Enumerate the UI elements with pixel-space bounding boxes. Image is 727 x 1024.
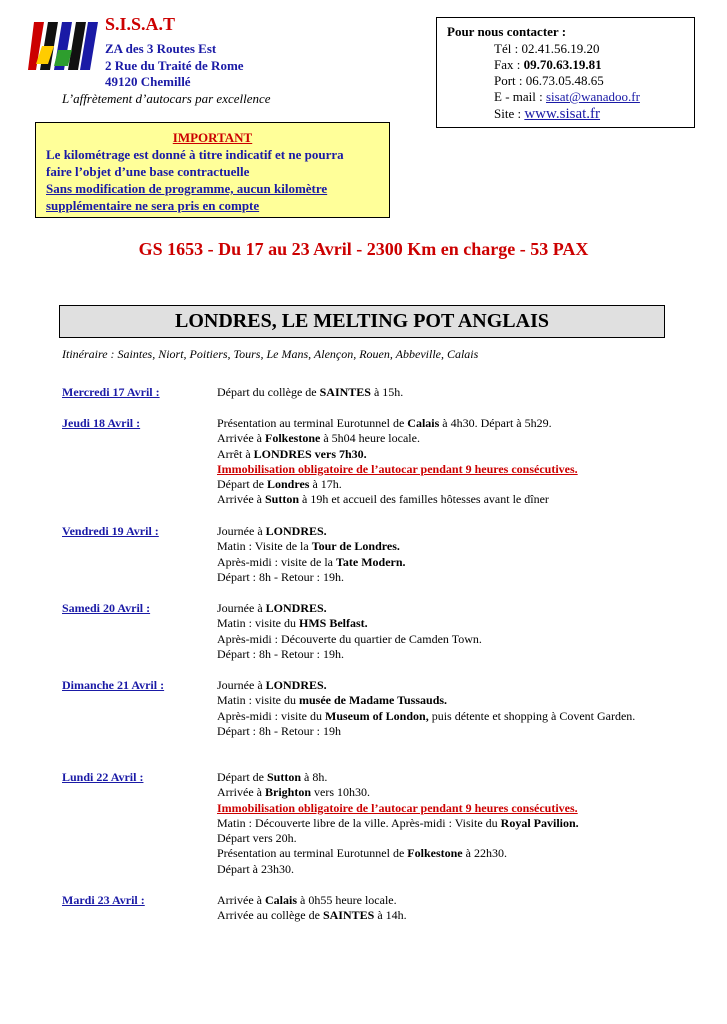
contact-site: Site : www.sisat.fr xyxy=(494,106,601,122)
tagline: L’affrètement d’autocars par excellence xyxy=(62,91,271,106)
day-description: Départ de Sutton à 8h. Arrivée à Brighton vers 10h30. Immobilisation obligatoire de l’autocar pendant 9 heures consécutives. Matin : Découverte libre de la ville. Après-midi : Visite du Royal Pavilion. Départ vers 20h. Présentation au terminal Eurotunnel de Folkestone à 22h30. Départ à 23h30. xyxy=(217,770,579,876)
itinerary: Itinéraire : Saintes, Niort, Poitiers, Tours, Le Mans, Alençon, Rouen, Abbeville, Calais xyxy=(62,347,479,361)
address-line-3: 49120 Chemillé xyxy=(105,74,191,89)
company-name: S.I.S.A.T xyxy=(105,14,176,34)
trip-title: GS 1653 - Du 17 au 23 Avril - 2300 Km en charge - 53 PAX xyxy=(138,239,589,259)
address-line-1: ZA des 3 Routes Est xyxy=(105,41,217,56)
important-line-2: faire l’objet d’une base contractuelle xyxy=(46,164,250,179)
page-title: LONDRES, LE MELTING POT ANGLAIS xyxy=(59,305,665,338)
important-line-3: Sans modification de programme, aucun kilomètre xyxy=(46,181,328,196)
website-link[interactable]: www.sisat.fr xyxy=(524,106,601,122)
day-label: Mardi 23 Avril : xyxy=(62,893,145,907)
day-description: Journée à LONDRES. Matin : visite du musée de Madame Tussauds. Après-midi : visite du Museum of London, puis détente et shopping à Covent Garden. Départ : 8h - Retour : 19h xyxy=(217,678,636,738)
important-title: IMPORTANT xyxy=(172,130,253,145)
day-description: Journée à LONDRES. Matin : visite du HMS Belfast. Après-midi : Découverte du quartier de Camden Town. Départ : 8h - Retour : 19h. xyxy=(217,601,482,661)
day-label: Samedi 20 Avril : xyxy=(62,601,151,615)
address-line-2: 2 Rue du Traité de Rome xyxy=(105,58,244,73)
contact-email: E - mail : sisat@wanadoo.fr xyxy=(494,89,640,104)
day-label: Lundi 22 Avril : xyxy=(62,770,144,784)
contact-title: Pour nous contacter : xyxy=(447,24,567,39)
day-description: Départ du collège de SAINTES à 15h. xyxy=(217,385,404,399)
day-label: Dimanche 21 Avril : xyxy=(62,678,165,692)
day-label: Mercredi 17 Avril : xyxy=(62,385,160,399)
day-description: Présentation au terminal Eurotunnel de Calais à 4h30. Départ à 5h29. Arrivée à Folkestone à 5h04 heure locale. Arrêt à LONDRES vers 7h30. Immobilisation obligatoire de l’autocar pendant 9 heures consécutives. Départ de Londres à 17h. Arrivée à Sutton à 19h et accueil des familles hôtesses avant le dîner xyxy=(217,416,578,507)
contact-port: Port : 06.73.05.48.65 xyxy=(494,73,604,88)
important-line-1: Le kilométrage est donné à titre indicatif et ne pourra xyxy=(46,147,344,162)
important-notice xyxy=(35,122,390,218)
contact-fax: Fax : 09.70.63.19.81 xyxy=(494,57,602,72)
day-description: Journée à LONDRES. Matin : Visite de la Tour de Londres. Après-midi : visite de la Tate Modern. Départ : 8h - Retour : 19h. xyxy=(217,524,406,584)
important-line-4: supplémentaire ne sera pris en compte xyxy=(46,198,260,213)
sisat-logo xyxy=(28,20,98,72)
day-label: Vendredi 19 Avril : xyxy=(62,524,159,538)
day-label: Jeudi 18 Avril : xyxy=(62,416,141,430)
contact-tel: Tél : 02.41.56.19.20 xyxy=(494,41,600,56)
contact-box xyxy=(436,17,695,128)
day-description: Arrivée à Calais à 0h55 heure locale. Arrivée au collège de SAINTES à 14h. xyxy=(217,893,407,923)
email-link[interactable]: sisat@wanadoo.fr xyxy=(546,89,640,104)
